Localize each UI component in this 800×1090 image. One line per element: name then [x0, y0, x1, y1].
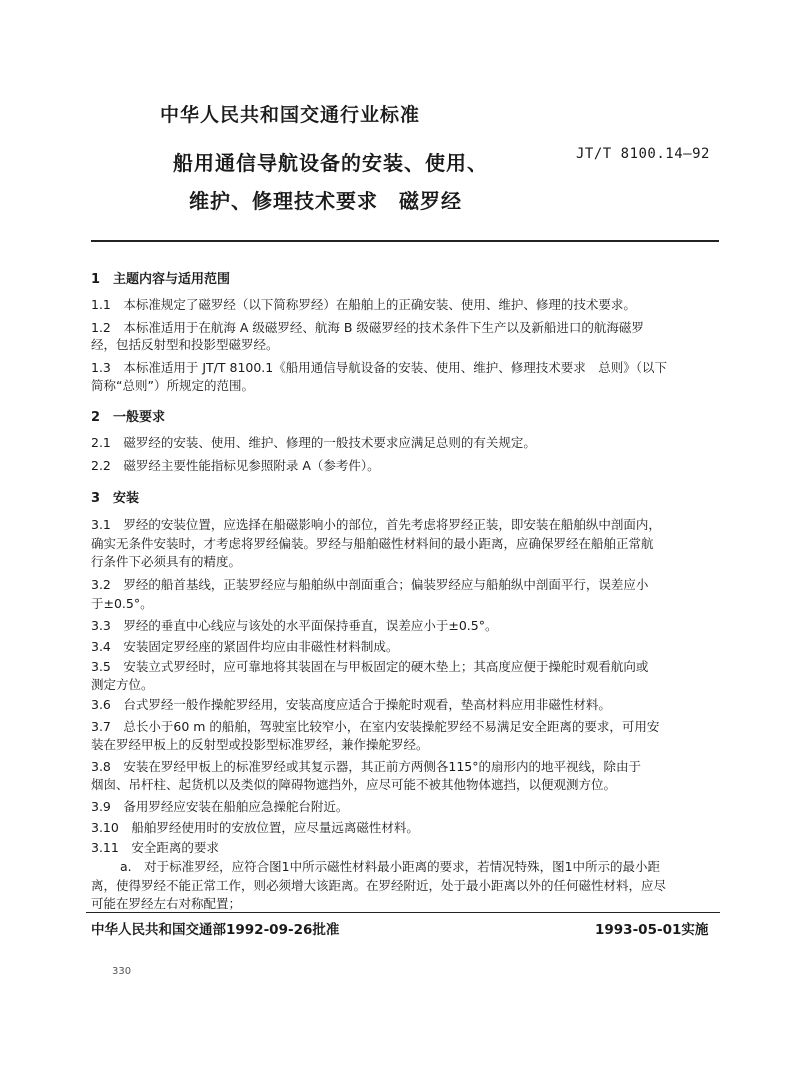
clause-1-2-line-2: 经，包括反射型和投影型磁罗经。 — [91, 337, 279, 352]
item-a-line-3: 可能在罗经左右对称配置； — [91, 896, 242, 911]
clause-3-4: 3.4 安装固定罗经座的紧固件均应由非磁性材料制成。 — [91, 639, 399, 654]
clause-3-1-line-1: 3.1 罗经的安装位置，应选择在船磁影响小的部位，首先考虑将罗经正装，即安装在船舶纵中剖面内， — [91, 517, 661, 532]
item-a-line-1: a. 对于标准罗经，应符合图1中所示磁性材料最小距离的要求，若情况特殊，图1中所示的最小距 — [120, 859, 661, 874]
issuing-organization: 中华人民共和国交通行业标准 — [160, 104, 421, 126]
clause-3-5-line-1: 3.5 安装立式罗经时，应可靠地将其装固在与甲板固定的硬木垫上；其高度应便于操舵时观看航向或 — [91, 659, 649, 674]
clause-2-1: 2.1 磁罗经的安装、使用、维护、修理的一般技术要求应满足总则的有关规定。 — [91, 435, 536, 450]
clause-3-1-line-2: 确实无条件安装时，才考虑将罗经偏装。罗经与船舶磁性材料间的最小距离，应确保罗经在船舶正常航 — [91, 536, 654, 551]
document-title-line-1: 船用通信导航设备的安装、使用、 — [173, 151, 488, 175]
section-heading-1: 1 主题内容与适用范围 — [91, 272, 231, 287]
clause-3-2-line-2: 于±0.5°。 — [91, 596, 153, 611]
footer-divider — [86, 912, 720, 913]
clause-2-2: 2.2 磁罗经主要性能指标见参照附录 A（参考件）。 — [91, 458, 380, 473]
clause-3-5-line-2: 测定方位。 — [91, 677, 154, 692]
clause-3-7-line-1: 3.7 总长小于60 m 的船舶，驾驶室比较窄小，在室内安装操舵罗经不易满足安全距离的要求，可用安 — [91, 719, 660, 734]
clause-3-2-line-1: 3.2 罗经的船首基线，正装罗经应与船舶纵中剖面重合；偏装罗经应与船舶纵中剖面平行，误差应小 — [91, 577, 649, 592]
clause-3-1-line-3: 行条件下必须具有的精度。 — [91, 554, 242, 569]
section-heading-2: 2 一般要求 — [91, 410, 166, 425]
effective-date: 1993-05-01实施 — [595, 922, 709, 938]
clause-3-8-line-1: 3.8 安装在罗经甲板上的标准罗经或其复示器，其正前方两侧各115°的扇形内的地平视线，除由于 — [91, 759, 641, 774]
clause-3-6: 3.6 台式罗经一般作操舵罗经用，安装高度应适合于操舵时观看，垫高材料应用非磁性材料。 — [91, 697, 611, 712]
header-divider — [91, 240, 719, 242]
clause-3-3: 3.3 罗经的垂直中心线应与该处的水平面保持垂直，误差应小于±0.5°。 — [91, 618, 498, 633]
clause-3-7-line-2: 装在罗经甲板上的反射型或投影型标准罗经，兼作操舵罗经。 — [91, 737, 429, 752]
section-heading-3: 3 安装 — [91, 491, 140, 506]
approval-statement: 中华人民共和国交通部1992-09-26批准 — [91, 922, 340, 938]
clause-3-11: 3.11 安全距离的要求 — [91, 840, 219, 855]
page-number: 330 — [112, 966, 132, 977]
clause-3-8-line-2: 烟囱、吊杆柱、起货机以及类似的障碍物遮挡外，应尽可能不被其他物体遮挡，以便观测方位。 — [91, 777, 617, 792]
document-title-line-2: 维护、修理技术要求 磁罗经 — [189, 189, 462, 213]
clause-1-3-line-2: 简称“总则”）所规定的范围。 — [91, 378, 254, 393]
standard-code: JT/T 8100.14—92 — [576, 146, 710, 162]
clause-1-2-line-1: 1.2 本标准适用于在航海 A 级磁罗经、航海 B 级磁罗经的技术条件下生产以及新船进口的航海磁罗 — [91, 320, 644, 335]
clause-3-9: 3.9 备用罗经应安装在船舶应急操舵台附近。 — [91, 799, 349, 814]
clause-3-10: 3.10 船舶罗经使用时的安放位置，应尽量远离磁性材料。 — [91, 820, 419, 835]
clause-1-1: 1.1 本标准规定了磁罗经（以下简称罗经）在船舶上的正确安装、使用、维护、修理的技术要求。 — [91, 297, 636, 312]
clause-1-3-line-1: 1.3 本标准适用于 JT/T 8100.1《船用通信导航设备的安装、使用、维护、修理技术要求 总则》（以下 — [91, 360, 667, 375]
item-a-line-2: 离，使得罗经不能正常工作，则必须增大该距离。在罗经附近，处于最小距离以外的任何磁性材料，应尽 — [91, 878, 667, 893]
